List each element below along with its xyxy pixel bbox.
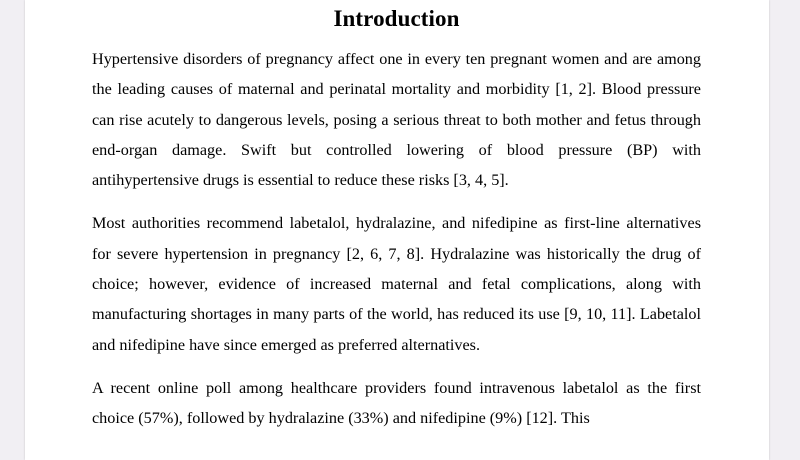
page-content	[92, 0, 701, 434]
paragraph: Hypertensive disorders of pregnancy affect one in every ten pregnant women and are among the leading causes of maternal and perinatal mortality and morbidity [1, 2]. Blood pressure can rise acutely to dangerous levels, posing a serious threat to both mother and fetus through end-organ damage. Swift but controlled lowering of blood pressure (BP) with antihypertensive drugs is essential to reduce these risks [3, 4, 5].	[92, 50, 701, 190]
paragraph: A recent online poll among healthcare providers found intravenous labetalol as the first choice (57%), followed by hydralazine (33%) and nifedipine (9%) [12]. This	[92, 378, 701, 428]
paragraph: Most authorities recommend labetalol, hydralazine, and nifedipine as first-line alternatives for severe hypertension in pregnancy [2, 6, 7, 8]. Hydralazine was historically the drug of choice; however, evidence of increased maternal and fetal complications, along with manufacturing shortages in many parts of the world, has reduced its use [9, 10, 11]. Labetalol and nifedipine have since emerged as preferred alternatives.	[92, 214, 701, 354]
document-page	[25, 0, 769, 460]
section-heading: Introduction	[333, 6, 460, 31]
